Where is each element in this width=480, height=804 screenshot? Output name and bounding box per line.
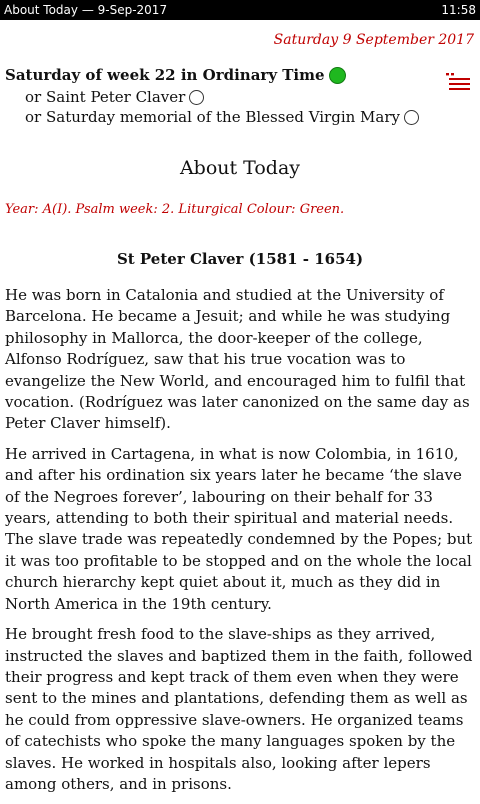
status-bar-time: 11:58 <box>441 3 476 17</box>
list-menu-icon[interactable] <box>446 72 470 92</box>
selected-radio-icon[interactable] <box>329 67 346 84</box>
celebration-alt-label: or Saint Peter Claver <box>25 88 186 106</box>
paragraph: He brought fresh food to the slave-ships as they arrived, instructed the slaves and baptized them in the faith, followed their progress and kept track of them even when they were sent to the mines and plantations, defending them as well as he could from oppressive slave-owners. He organized teams of catechists who spoke the many languages spoken by the slaves. He worked in hospitals also, looking after lepers among others, and in prisons. <box>5 625 473 793</box>
paragraph: He was born in Catalonia and studied at the University of Barcelona. He became a Jesuit; and while he was studying philosophy in Mallorca, the door-keeper of the college, Alfonso Rodríguez, saw that his true vocation was to evangelize the New World, and encouraged him to fulfil that vocation. (Rodríguez was later canonized on the same day as Peter Claver himself). <box>5 286 470 433</box>
status-bar-title: About Today — 9-Sep-2017 <box>4 3 168 17</box>
paragraph: He arrived in Cartagena, in what is now Colombia, in 1610, and after his ordination six years later he became ‘the slave of the Negroes forever’, labouring on their behalf for 33 years, attending to both their spiritual and material needs. The slave trade was repeatedly condemned by the Popes; but it was too profitable to be stopped and on the whole the local church hierarchy kept quiet about it, much as they did in North America in the 19th century. <box>5 444 473 613</box>
liturgical-info: Year: A(I). Psalm week: 2. Liturgical Colour: Green. <box>5 202 345 217</box>
status-bar <box>0 0 480 20</box>
saint-biography <box>5 285 473 804</box>
saint-title: St Peter Claver (1581 - 1654) <box>116 250 364 268</box>
date-line: Saturday 9 September 2017 <box>273 32 474 48</box>
celebration-alt-label: or Saturday memorial of the Blessed Virgin Mary <box>25 108 400 126</box>
celebration-option-saint[interactable] <box>25 88 204 106</box>
unselected-radio-icon[interactable] <box>404 110 419 125</box>
celebration-title: Saturday of week 22 in Ordinary Time <box>5 66 325 84</box>
page-title: About Today <box>179 157 301 179</box>
unselected-radio-icon[interactable] <box>189 90 204 105</box>
celebration-option-ordinary[interactable] <box>5 66 346 84</box>
celebration-option-marian[interactable] <box>25 108 419 126</box>
